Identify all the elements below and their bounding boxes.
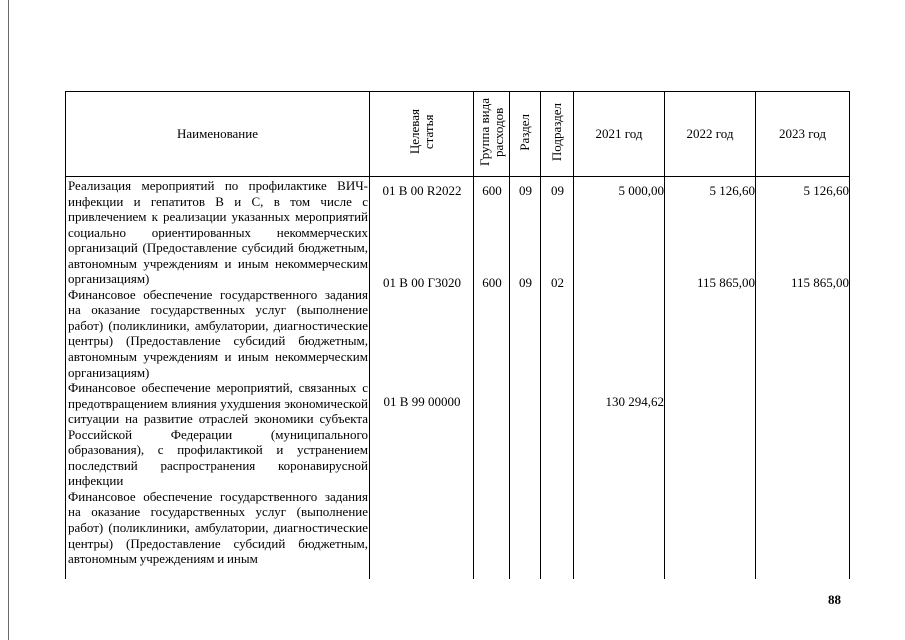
page-left-edge [8,0,9,640]
row-name: Финансовое обеспечение государственного задания на оказание государственных услуг (выполнение работ) (поликлиники, амбулатории, диагностические центры) (Предоставление субсидий бюджетным, автономным учреждениям и иным некоммерческим организациям) [68,286,368,380]
row-name: Реализация мероприятий по профилактике ВИЧ-инфекции и гепатитов В и С, в том числе с привлечением к реализации указанных мероприятий социально ориентированных некоммерческих организаций (Предоставление субсидий бюджетным, автономным учреждениям и иным некоммерческим организациям) [68,178,368,287]
header-subsection: Подраздел [541,92,574,177]
header-row [66,92,850,177]
row-subsection: 09 [551,183,564,198]
header-section: Раздел [510,92,541,177]
budget-table [65,91,850,579]
y2022-column [665,177,756,579]
row-y2022: 5 126,60 [709,183,755,198]
row-section: 09 [519,275,532,290]
row-section: 09 [519,183,532,198]
target-article-column [370,177,474,579]
header-name: Наименование [66,92,370,177]
header-expense-group: Группа вида расходов [474,92,510,177]
row-name: Финансовое обеспечение государственного задания на оказание государственных услуг (выполнение работ) (поликлиники, амбулатории, диагностические центры) (Предоставление субсидий бюджетным, автономным учреждениям и иным [68,488,368,567]
table-body-row [66,177,850,579]
row-code: 01 В 00 Г3020 [383,275,461,290]
page-number: 88 [828,592,841,607]
row-name: Финансовое обеспечение мероприятий, связанных с предотвращением влияния ухудшения экономической ситуации на развитие отраслей экономики субъекта Российской Федерации (муниципального образования), с профилактикой и устранением последствий распространения коронавирусной инфекции [68,380,368,489]
header-2022: 2022 год [665,92,756,177]
header-2021: 2021 год [574,92,665,177]
row-y2021: 5 000,00 [618,183,664,198]
header-2023: 2023 год [756,92,850,177]
y2021-column [574,177,665,579]
row-y2021: 130 294,62 [605,394,664,409]
row-code: 01 В 99 00000 [383,394,461,409]
row-subsection: 02 [551,275,564,290]
expense-group-column [474,177,510,579]
row-y2023: 5 126,60 [803,183,849,198]
row-y2022: 115 865,00 [696,275,755,290]
name-column [66,177,370,579]
row-y2023: 115 865,00 [790,275,849,290]
header-target-article: Целевая статья [370,92,474,177]
subsection-column [541,177,574,579]
row-group: 600 [482,183,502,198]
section-column [510,177,541,579]
row-code: 01 В 00 R2022 [382,183,462,198]
row-group: 600 [482,275,502,290]
y2023-column [756,177,850,579]
